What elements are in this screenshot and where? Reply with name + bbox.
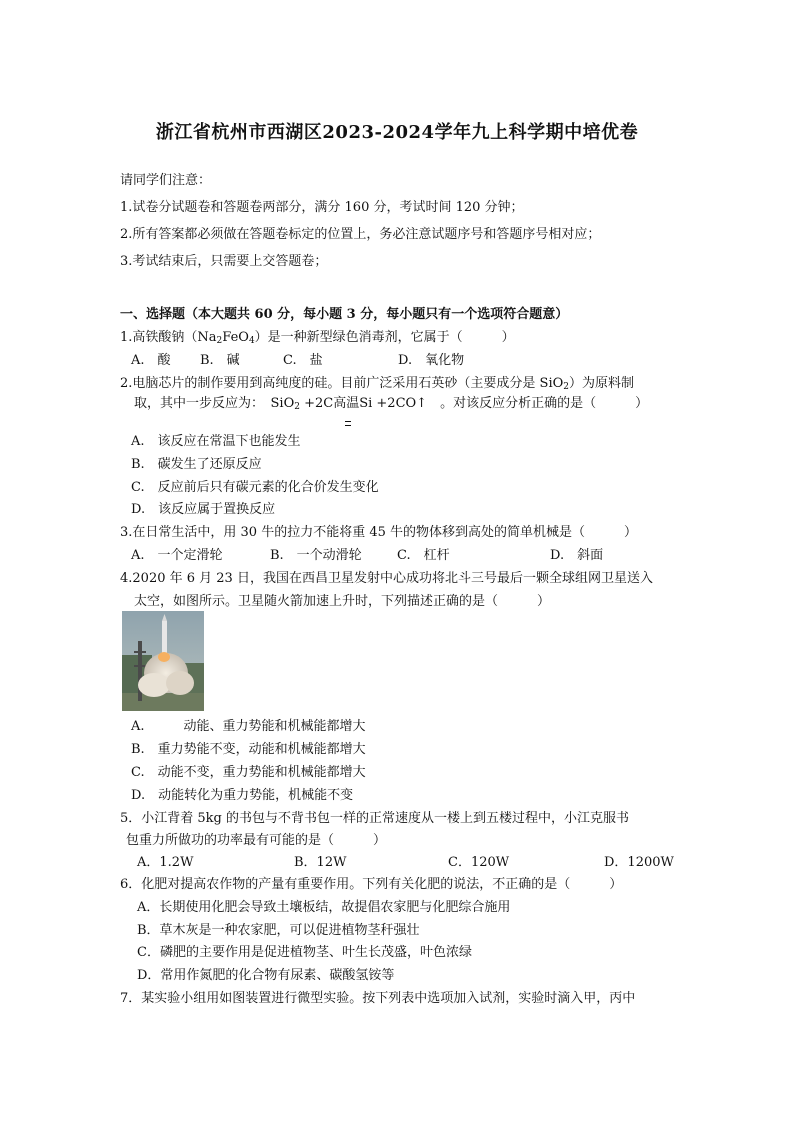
- question-5-stem-line-2: 包重力所做功的功率最有可能的是（ ）: [126, 833, 387, 848]
- notice-heading: 请同学们注意：: [120, 173, 212, 188]
- q1-stem-part-c: ）是一种新型绿色消毒剂，它属于（ ）: [254, 330, 515, 345]
- equation-condition-mark-2: [345, 425, 351, 426]
- equation-condition-mark: [345, 421, 351, 422]
- notice-item-2: 2.所有答案都必须做在答题卷标定的位置上，务必注意试题序号和答题序号相对应；: [120, 227, 601, 242]
- q5-option-b: B．12W: [294, 855, 347, 870]
- q3-option-a: A. 一个定滑轮: [131, 548, 223, 563]
- q1-stem-part-b: FeO: [222, 330, 249, 345]
- q1-subscript-2: 4: [248, 336, 255, 346]
- question-4-stem-line-1: 4.2020 年 6 月 23 日，我国在西昌卫星发射中心成功将北斗三号最后一颗全球组网卫星送入: [120, 571, 653, 586]
- q1-option-c: C. 盐: [283, 353, 323, 368]
- question-2-stem-line-2: [134, 395, 648, 416]
- q2-option-c: C. 反应前后只有碳元素的化合价发生变化: [131, 480, 379, 495]
- section-heading: 一、选择题（本大题共 60 分，每小题 3 分，每小题只有一个选项符合题意）: [120, 307, 569, 322]
- q1-option-b: B. 碱: [200, 353, 240, 368]
- q4-option-b: B. 重力势能不变，动能和机械能都增大: [131, 742, 366, 757]
- rocket-launch-image: [122, 611, 204, 711]
- question-7-stem-line-1: 7．某实验小组用如图装置进行微型实验。按下列表中选项加入试剂，实验时滴入甲，丙中: [120, 991, 636, 1006]
- q4-option-a: A. 动能、重力势能和机械能都增大: [131, 719, 366, 734]
- q4-option-d: D. 动能转化为重力势能，机械能不变: [131, 788, 354, 803]
- q5-option-a: A．1.2W: [137, 855, 194, 870]
- q6-option-d: D．常用作氮肥的化合物有尿素、碳酸氢铵等: [137, 968, 395, 983]
- q2-option-d: D. 该反应属于置换反应: [131, 502, 276, 517]
- notice-item-1: 1.试卷分试题卷和答题卷两部分，满分 160 分，考试时间 120 分钟；: [120, 200, 524, 215]
- q1-subscript-1: 2: [216, 336, 223, 346]
- q6-option-b: B．草木灰是一种农家肥，可以促进植物茎秆强壮: [137, 923, 420, 938]
- rocket-launch-photo: [122, 611, 204, 711]
- question-2-stem-line-1: [120, 375, 634, 396]
- q2-option-a: A. 该反应在常温下也能发生: [131, 434, 301, 449]
- q2-line1-part-b: ）为原料制: [569, 376, 635, 391]
- q3-option-b: B. 一个动滑轮: [270, 548, 362, 563]
- q2-line1-subscript: 2: [563, 382, 569, 392]
- q1-stem-part-a: 1.高铁酸钠（Na: [120, 330, 217, 345]
- q5-option-d: D．1200W: [604, 855, 674, 870]
- q1-option-d: D. 氧化物: [398, 353, 465, 368]
- q2-option-b: B. 碳发生了还原反应: [131, 457, 262, 472]
- q3-option-d: D. 斜面: [550, 548, 604, 563]
- q2-line2-part-a: 取，其中一步反应为： SiO: [134, 396, 295, 411]
- q2-line2-subscript: 2: [294, 402, 300, 412]
- question-4-stem-line-2: 太空，如图所示。卫星随火箭加速上升时，下列描述正确的是（ ）: [134, 594, 551, 609]
- notice-item-3: 3.考试结束后，只需要上交答题卷；: [120, 254, 328, 269]
- q6-option-a: A．长期使用化肥会导致土壤板结，故提倡农家肥与化肥综合施用: [137, 900, 511, 915]
- q6-option-c: C．磷肥的主要作用是促进植物茎、叶生长茂盛，叶色浓绿: [137, 945, 472, 960]
- q2-line1-part-a: 2.电脑芯片的制作要用到高纯度的硅。目前广泛采用石英砂（主要成分是 SiO: [120, 376, 564, 391]
- q5-option-c: C．120W: [448, 855, 510, 870]
- q3-option-c: C. 杠杆: [397, 548, 450, 563]
- question-6-stem: 6．化肥对提高农作物的产量有重要作用。下列有关化肥的说法，不正确的是（ ）: [120, 877, 623, 892]
- q2-line2-part-b: +2C高温Si +2CO↑ 。对该反应分析正确的是（ ）: [299, 396, 649, 411]
- q1-option-a: A. 酸: [131, 353, 171, 368]
- question-1-stem: [120, 329, 515, 350]
- page-title: 浙江省杭州市西湖区2023-2024学年九上科学期中培优卷: [155, 122, 639, 143]
- question-3-stem: 3.在日常生活中，用 30 牛的拉力不能将重 45 牛的物体移到高处的简单机械是（ ）: [120, 525, 638, 540]
- q4-option-c: C. 动能不变，重力势能和机械能都增大: [131, 765, 366, 780]
- question-5-stem-line-1: 5．小江背着 5kg 的书包与不背书包一样的正常速度从一楼上到五楼过程中，小江克服书: [120, 811, 630, 826]
